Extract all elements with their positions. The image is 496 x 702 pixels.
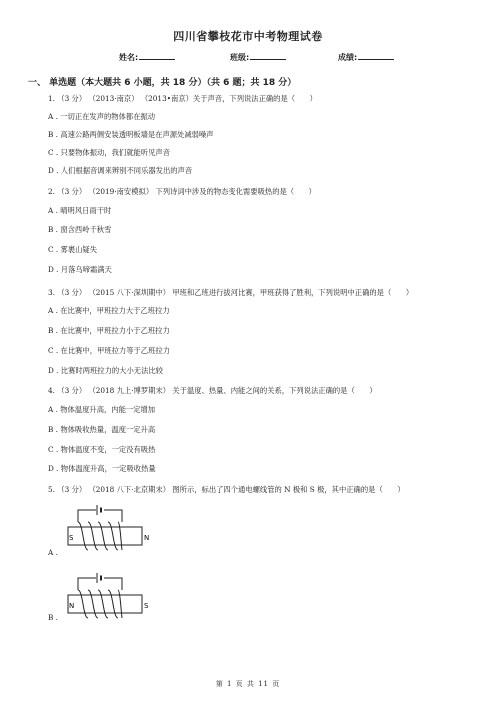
q1-option-a[interactable]: A . 一切正在发声的物体都在振动 xyxy=(48,112,156,121)
q1-option-c[interactable]: C . 只要物体振动，我们就能听见声音 xyxy=(48,148,170,157)
solenoid-diagram-a xyxy=(64,502,164,556)
pole-right-label: N xyxy=(144,534,150,542)
q4-option-a[interactable]: A . 物体温度升高，内能一定增加 xyxy=(48,405,156,414)
q4-option-c[interactable]: C . 物体温度不变，一定没有吸热 xyxy=(48,445,156,454)
q3-option-b[interactable]: B . 在比赛中，甲班拉力小于乙班拉力 xyxy=(48,326,170,335)
pole-left-label: N xyxy=(69,602,75,610)
solenoid-core xyxy=(68,527,142,545)
name-label: 姓名: xyxy=(119,53,139,62)
q3-option-c[interactable]: C . 在比赛中，甲班拉力等于乙班拉力 xyxy=(48,346,170,355)
battery-circuit xyxy=(78,573,122,590)
q2-option-c[interactable]: C . 雾裹山疑失 xyxy=(48,245,98,254)
solenoid-core xyxy=(68,595,142,613)
question-2-stem: 2. （3 分） （2019·南安模拟） 下列诗词中涉及的物态变化需要吸热的是（ ） xyxy=(48,187,316,196)
score-field[interactable] xyxy=(338,51,394,63)
q3-option-a[interactable]: A . 在比赛中，甲班拉力大于乙班拉力 xyxy=(48,306,170,315)
solenoid-diagram-b xyxy=(64,570,164,624)
pole-left-label: S xyxy=(69,534,74,542)
q2-option-b[interactable]: B . 窗含西岭千秋雪 xyxy=(48,225,112,234)
score-label: 成绩: xyxy=(338,53,358,62)
q5-option-a[interactable]: A . xyxy=(48,548,58,557)
class-blank[interactable] xyxy=(250,51,286,60)
question-5-stem: 5. （3 分） （2018 八下·北京期末） 图所示，标出了四个通电螺线管的 N 极和 S 极，其中正确的是（ ） xyxy=(48,485,405,494)
page-title: 四川省攀枝花市中考物理试卷 xyxy=(173,30,323,43)
pole-right-label: S xyxy=(144,602,149,610)
q1-option-d[interactable]: D . 人们根据音调来辨别不同乐器发出的声音 xyxy=(48,166,193,175)
name-field[interactable] xyxy=(119,51,175,63)
q4-option-b[interactable]: B . 物体吸收热量，温度一定升高 xyxy=(48,425,156,434)
q4-option-d[interactable]: D . 物体温度升高，一定吸收热量 xyxy=(48,464,156,473)
score-blank[interactable] xyxy=(358,51,394,60)
battery-circuit xyxy=(78,505,122,522)
q3-option-d[interactable]: D . 比赛时两班拉力的大小无法比较 xyxy=(48,366,163,375)
q2-option-a[interactable]: A . 晴明风日雨干时 xyxy=(48,206,112,215)
page-footer: 第 1 页 共 11 页 xyxy=(215,680,281,688)
q1-option-b[interactable]: B . 高速公路两侧安装透明板墙是在声源处减弱噪声 xyxy=(48,130,214,139)
q5-option-b[interactable]: B . xyxy=(48,613,59,622)
question-1-stem: 1. （3 分） （2013·南京） （2013•南京）关于声音，下列说法正确的是（ ） xyxy=(48,94,317,103)
q2-option-d[interactable]: D . 月落乌啼霜满天 xyxy=(48,265,112,274)
section-heading: 一、 单选题（本大题共 6 小题，共 18 分）（共 6 题；共 18 分） xyxy=(28,78,297,88)
class-label: 班级: xyxy=(230,53,250,62)
class-field[interactable] xyxy=(230,51,286,63)
question-3-stem: 3. （3 分） （2015 八下·深圳期中） 甲班和乙班进行拔河比赛，甲班获得了胜利，下列说明中正确的是（ ） xyxy=(48,288,414,297)
question-4-stem: 4. （3 分） （2018 九上·博罗期末） 关于温度、热量、内能之间的关系，下列说法正确的是（ ） xyxy=(48,386,377,395)
student-info-row xyxy=(0,51,496,65)
name-blank[interactable] xyxy=(139,51,175,60)
